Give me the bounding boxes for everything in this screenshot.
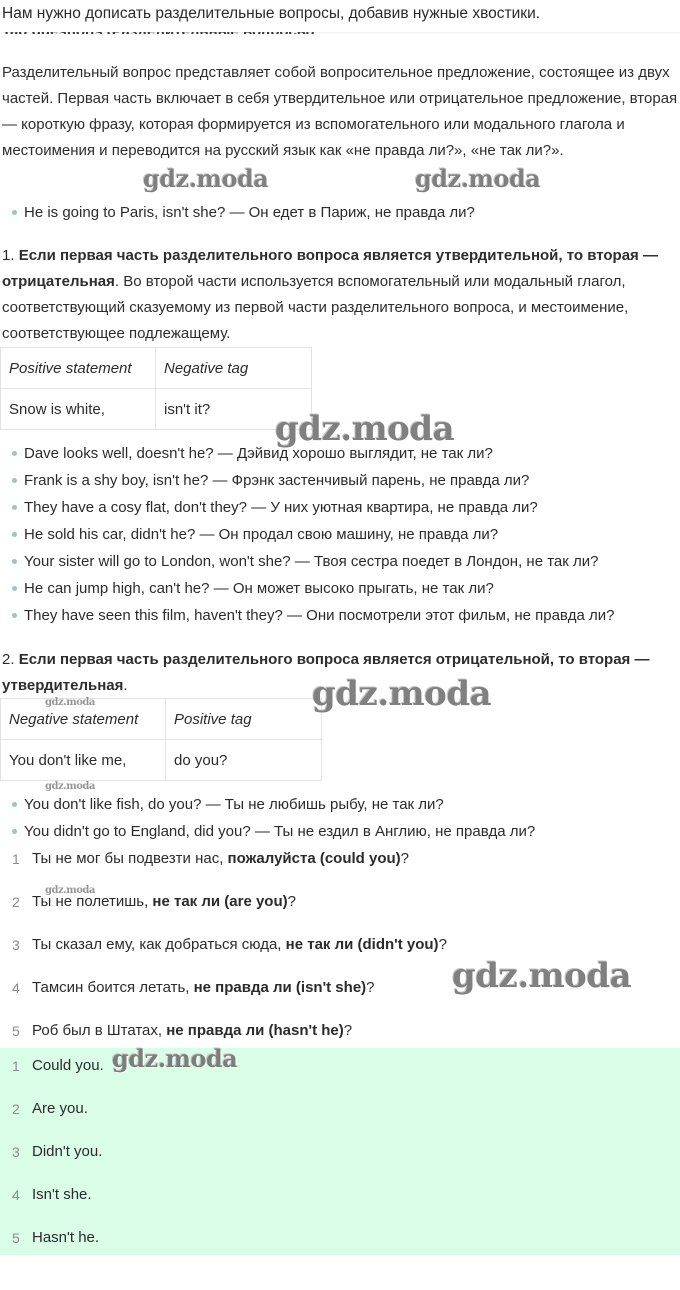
watermark: gdz.moda: [112, 1044, 238, 1073]
bullet-icon: [12, 505, 17, 510]
list-item: They have seen this film, haven't they? — Они посмотрели этот фильм, не правда ли?: [12, 603, 614, 629]
list-item: They have a cosy flat, don't they? — У них уютная квартира, не правда ли?: [12, 495, 538, 521]
task-item: 4 Тамсин боится летать, не правда ли (isn't she)?: [12, 979, 375, 996]
watermark: gdz.moda: [312, 674, 492, 714]
watermark: gdz.moda: [45, 697, 95, 708]
list-item: You didn't go to England, did you? — Ты не ездил в Англию, не правда ли?: [12, 819, 535, 845]
bullet-icon: [12, 802, 17, 807]
task-item: 5 Роб был в Штатах, не правда ли (hasn't he)?: [12, 1022, 353, 1039]
rule-1-table: [0, 347, 312, 430]
answer-item: 5 Hasn't he.: [12, 1229, 100, 1246]
watermark: gdz.moda: [45, 781, 95, 792]
table-cell: do you?: [166, 740, 322, 781]
answer-item: 3 Didn't you.: [12, 1143, 103, 1160]
table-header: Positive tag: [166, 699, 322, 740]
list-item: Your sister will go to London, won't she? — Твоя сестра поедет в Лондон, не так ли?: [12, 549, 598, 575]
bullet-icon: [12, 829, 17, 834]
bullet-icon: [12, 478, 17, 483]
answer-item: 2 Are you.: [12, 1100, 88, 1117]
bullet-icon: [12, 210, 17, 215]
answer-item: 1 Could you.: [12, 1057, 104, 1074]
table-header: Negative tag: [156, 348, 312, 389]
rule-1: 1. Если первая часть разделительного вопроса является утвердительной, то вторая — отрицательная. Во второй части используется вспомогательный или модальный глагол, соответствующий сказуемому из первой части разделительного вопроса, и местоимение, соответствующее подлежащему.: [2, 247, 658, 342]
intro-paragraph: Разделительный вопрос представляет собой вопросительное предложение, состоящее из двух частей. Первая часть включает в себя утвердительное или отрицательное предложение, вторая — короткую фразу, которая формируется из вспомогательного или модального глагола и местоимения и переводится на русский язык как «не правда ли?», «не так ли?».: [2, 64, 678, 159]
page-title: Нам нужно дописать разделительные вопросы, добавив нужные хвостики.: [2, 5, 541, 22]
list-item: Frank is a shy boy, isn't he? — Фрэнк застенчивый парень, не правда ли?: [12, 468, 529, 494]
rule-2: 2. Если первая часть разделительного вопроса является отрицательной, то вторая — утвердительная.: [2, 651, 650, 694]
list-item: He is going to Paris, isn't she? — Он едет в Париж, не правда ли?: [12, 200, 475, 226]
page-header: [0, 0, 680, 32]
list-item: Dave looks well, doesn't he? — Дэйвид хорошо выглядит, не так ли?: [12, 441, 493, 467]
answer-item: 4 Isn't she.: [12, 1186, 92, 1203]
watermark: gdz.moda: [415, 164, 541, 193]
bullet-icon: [12, 613, 17, 618]
list-item: He sold his car, didn't he? — Он продал свою машину, не правда ли?: [12, 522, 498, 548]
bullet-icon: [12, 451, 17, 456]
table-header: Negative statement: [1, 699, 166, 740]
rule-2-table: [0, 698, 322, 781]
watermark: gdz.moda: [275, 409, 455, 449]
table-cell: Snow is white,: [1, 389, 156, 430]
task-item: 1 Ты не мог бы подвезти нас, пожалуйста (could you)?: [12, 850, 409, 867]
watermark: gdz.moda: [452, 956, 632, 996]
list-item: He can jump high, can't he? — Он может высоко прыгать, не так ли?: [12, 576, 494, 602]
bullet-icon: [12, 559, 17, 564]
bullet-icon: [12, 586, 17, 591]
task-item: 2 Ты не полетишь, не так ли (are you)?: [12, 893, 296, 910]
task-item: 3 Ты сказал ему, как добраться сюда, не так ли (didn't you)?: [12, 936, 447, 953]
list-item: You don't like fish, do you? — Ты не любишь рыбу, не так ли?: [12, 792, 444, 818]
bullet-icon: [12, 532, 17, 537]
table-cell: isn't it?: [156, 389, 312, 430]
watermark: gdz.moda: [143, 164, 269, 193]
table-cell: You don't like me,: [1, 740, 166, 781]
answers-block: [0, 1048, 680, 1255]
watermark: gdz.moda: [45, 885, 95, 896]
table-header: Positive statement: [1, 348, 156, 389]
